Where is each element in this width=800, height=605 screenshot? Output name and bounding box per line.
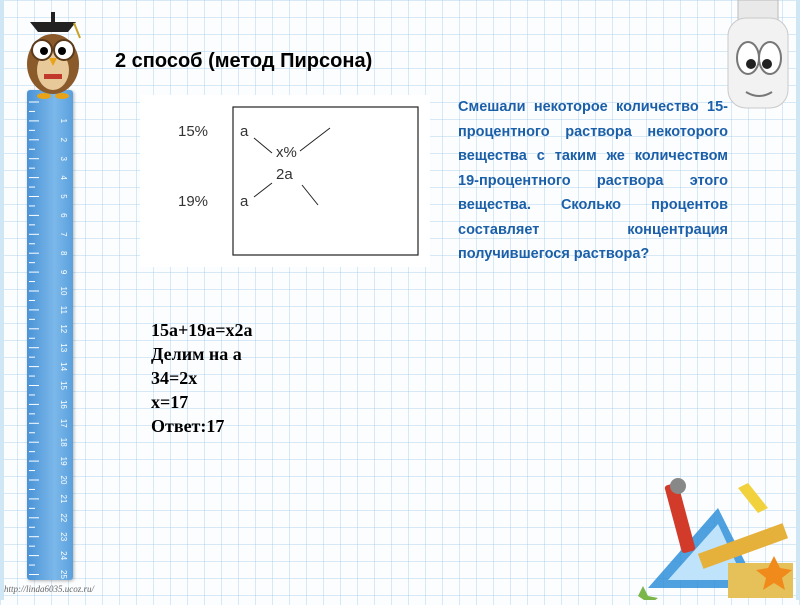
diagonal-line: [254, 183, 272, 197]
footer-url: http://linda6035.ucoz.ru/: [4, 584, 94, 594]
diagonal-line: [302, 185, 318, 205]
ruler-decoration: [27, 90, 73, 580]
ruler-number: 15: [59, 381, 68, 390]
solution-line: 34=2x: [151, 368, 198, 388]
ruler-number: 4: [59, 175, 68, 180]
ruler-number: 25: [59, 570, 68, 579]
center-bottom-label: 2a: [276, 166, 293, 183]
ruler-number: 19: [59, 456, 68, 466]
diagram-frame: [233, 107, 418, 255]
problem-statement: Смешали некоторое количество 15-процентного раствора некоторого вещества с таким же количеством 19-процентного раствора этого вещества. Сколько процентов составляет концентрация получившегося раствора?: [458, 99, 728, 262]
bottom-percent-label: 19%: [178, 193, 209, 210]
ruler-number: 6: [59, 213, 68, 218]
solution-line: Делим на a: [151, 344, 242, 364]
ruler-number: 20: [59, 475, 68, 485]
ruler-number: 23: [59, 532, 68, 542]
bottom-letter-label: a: [240, 193, 249, 210]
ruler-number: 24: [59, 551, 68, 561]
ruler-number: 12: [59, 324, 68, 334]
ruler-number: 21: [59, 494, 68, 504]
diagonal-line: [300, 128, 330, 151]
ruler-number: 8: [59, 250, 68, 256]
pearson-diagram: [140, 95, 430, 267]
ruler-number: 17: [59, 418, 68, 428]
ruler-number: 13: [59, 343, 68, 353]
diagonal-line: [254, 138, 272, 153]
ruler-number: 1: [59, 118, 68, 124]
ruler-number: 7: [59, 232, 68, 237]
solution-line: 15a+19a=x2a: [151, 320, 253, 340]
ruler-number: 22: [59, 513, 68, 523]
top-letter-label: a: [240, 123, 249, 140]
solution-line: x=17: [151, 392, 189, 412]
center-top-label: x%: [276, 144, 297, 161]
ruler-number: 14: [59, 362, 68, 372]
owl-icon: [18, 8, 88, 100]
ruler-number: 16: [59, 399, 68, 409]
ruler-number: 5: [59, 194, 68, 199]
pencil-character-icon: [718, 0, 800, 120]
solution-answer: Ответ:17: [151, 416, 225, 436]
school-tools-icon: [618, 468, 800, 600]
slide-title: 2 способ (метод Пирсона): [115, 50, 373, 72]
ruler-number: 9: [59, 269, 68, 275]
ruler-number: 2: [59, 137, 68, 143]
ruler-number: 3: [59, 156, 68, 161]
solution-block: [151, 318, 253, 438]
ruler-number: 10: [59, 286, 68, 296]
ruler-number: 11: [59, 305, 68, 315]
ruler-number: 18: [59, 437, 68, 447]
top-percent-label: 15%: [178, 123, 209, 140]
